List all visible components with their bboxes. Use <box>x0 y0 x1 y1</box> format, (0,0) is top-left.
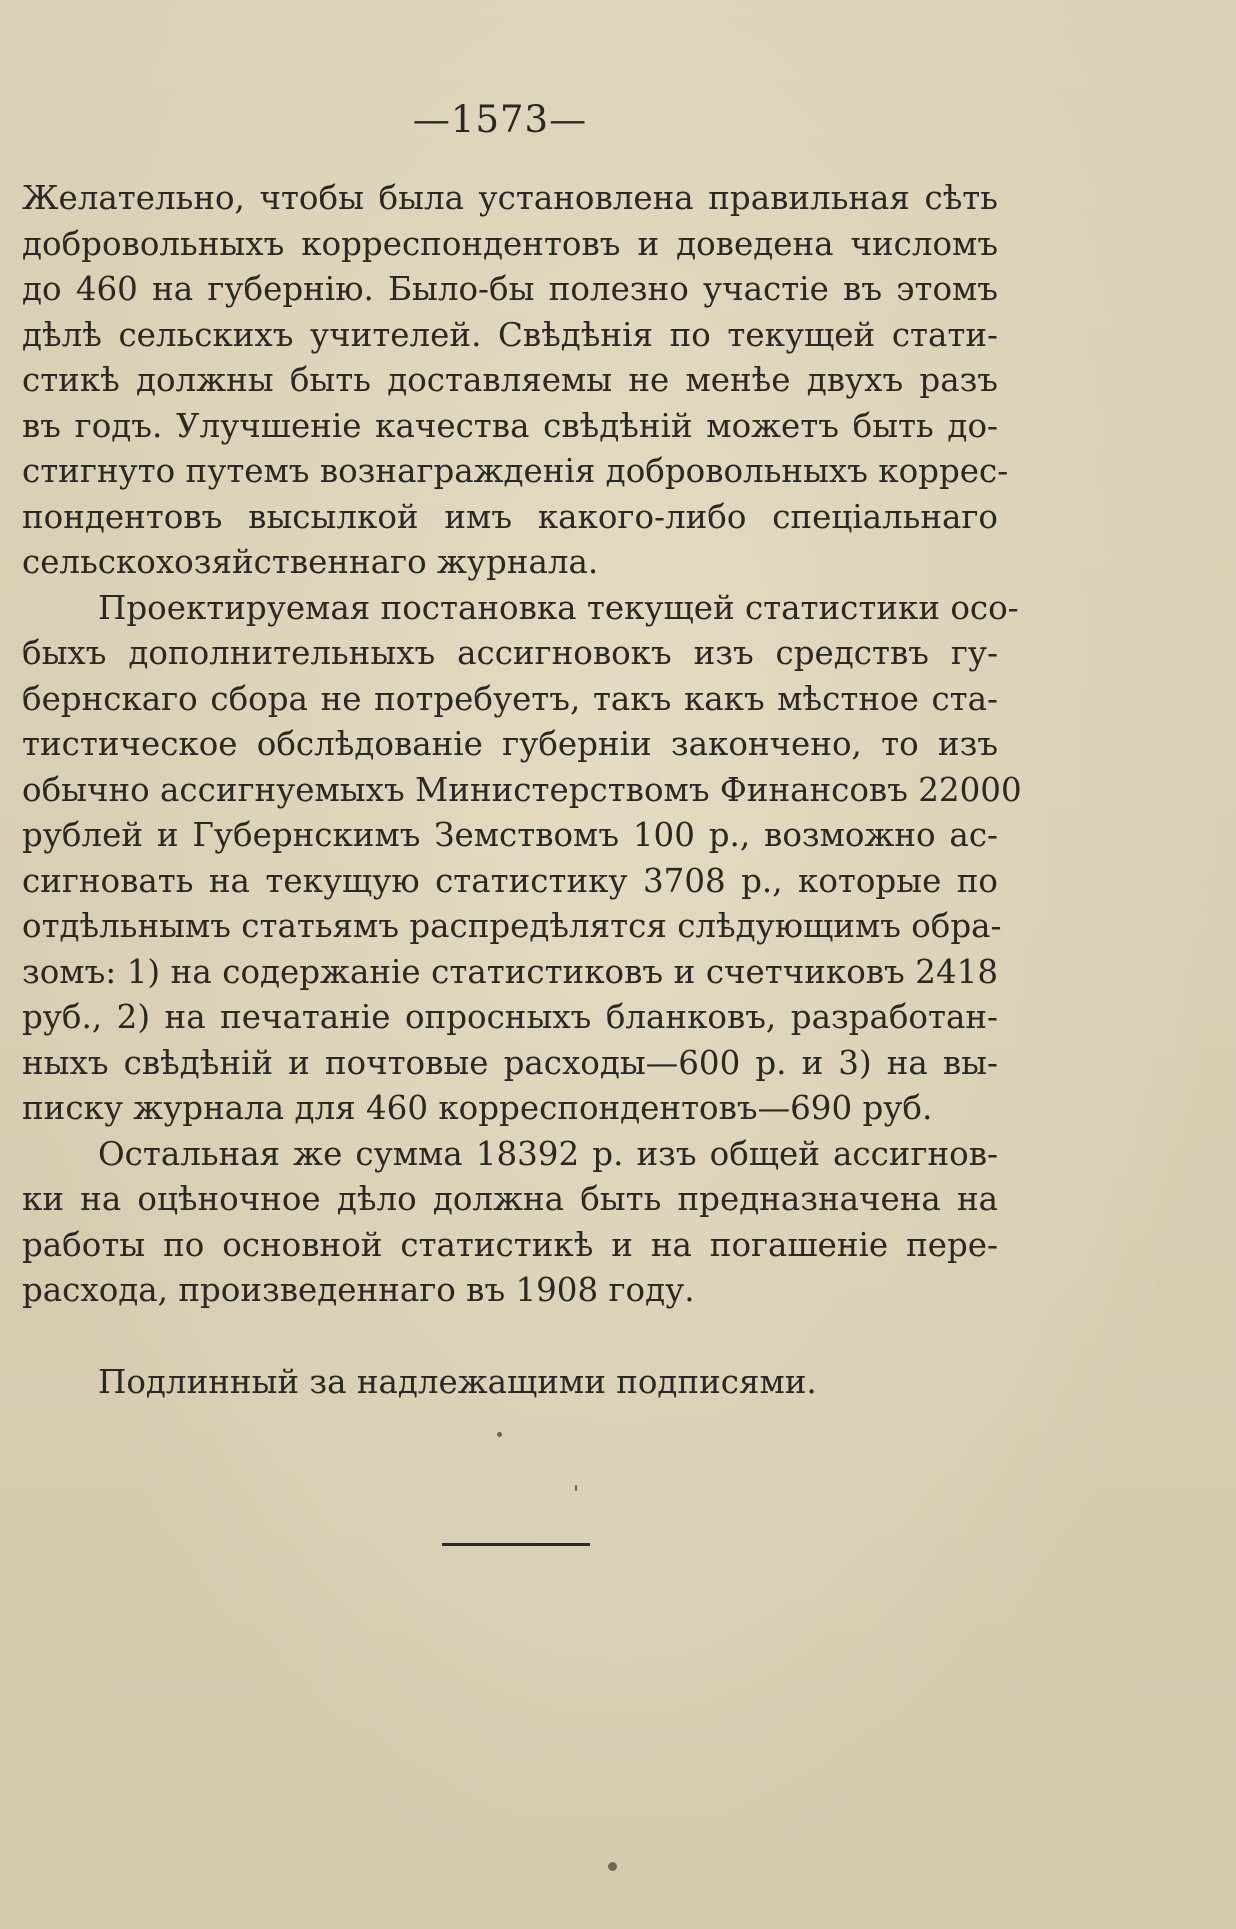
signature-line: Подлинный за надлежащими подписями. <box>98 1363 817 1401</box>
text-line: Остальная же сумма 18392 р. изъ общей ассигнов- <box>98 1134 998 1173</box>
text-line: отдѣльнымъ статьямъ распредѣлятся слѣдующимъ обра- <box>22 907 1002 945</box>
text-line: стикѣ должны быть доставляемы не менѣе двухъ разъ <box>22 361 998 399</box>
text-line: Проектируемая постановка текущей статистики осо- <box>98 588 1019 627</box>
text-line: обычно ассигнуемыхъ Министерствомъ Финансовъ 22000 <box>22 770 1022 809</box>
paragraph-3 <box>22 1132 998 1314</box>
text-line: сигновать на текущую статистику 3708 р., которые по <box>22 861 998 900</box>
text-line: рублей и Губернскимъ Земствомъ 100 р., возможно ас- <box>22 816 998 854</box>
text-line: работы по основной статистикѣ и на погашеніе пере- <box>22 1225 998 1264</box>
closing-rule <box>442 1543 590 1546</box>
text-line: зомъ: 1) на содержаніе статистиковъ и счетчиковъ 2418 <box>22 952 998 991</box>
page-number: —1573— <box>412 98 588 141</box>
paragraph-2 <box>22 586 1022 1132</box>
text-line: дѣлѣ сельскихъ учителей. Свѣдѣнія по текущей стати- <box>22 315 998 354</box>
text-line: пондентовъ высылкой имъ какого-либо спеціальнаго <box>22 497 998 536</box>
text-line: тистическое обслѣдованіе губерніи закончено, то изъ <box>22 725 998 763</box>
text-line: ки на оцѣночное дѣло должна быть предназначена на <box>22 1180 998 1218</box>
text-line: добровольныхъ корреспондентовъ и доведена числомъ <box>22 224 998 263</box>
text-line: сельскохозяйственнаго журнала. <box>22 543 599 581</box>
ink-speck <box>575 1485 577 1491</box>
text-line: бернскаго сбора не потребуетъ, такъ какъ мѣстное ста- <box>22 679 998 718</box>
ink-speck <box>497 1432 502 1437</box>
text-line: писку журнала для 460 корреспондентовъ—690 руб. <box>22 1089 933 1127</box>
text-line: стигнуто путемъ вознагражденія добровольныхъ коррес- <box>22 452 1009 490</box>
paragraph-1 <box>22 176 1009 586</box>
text-line: Желательно, чтобы была установлена правильная сѣть <box>22 179 998 217</box>
text-line: руб., 2) на печатаніе опросныхъ бланковъ, разработан- <box>22 998 998 1036</box>
ink-speck <box>608 1862 617 1871</box>
text-line: расхода, произведеннаго въ 1908 году. <box>22 1271 695 1309</box>
text-line: быхъ дополнительныхъ ассигновокъ изъ средствъ гу- <box>22 634 998 672</box>
body-text <box>22 176 1022 1314</box>
text-line: до 460 на губернію. Было-бы полезно участіе въ этомъ <box>22 270 998 308</box>
text-line: ныхъ свѣдѣній и почтовые расходы—600 р. и 3) на вы- <box>22 1043 998 1082</box>
text-line: въ годъ. Улучшеніе качества свѣдѣній можетъ быть до- <box>22 406 998 445</box>
